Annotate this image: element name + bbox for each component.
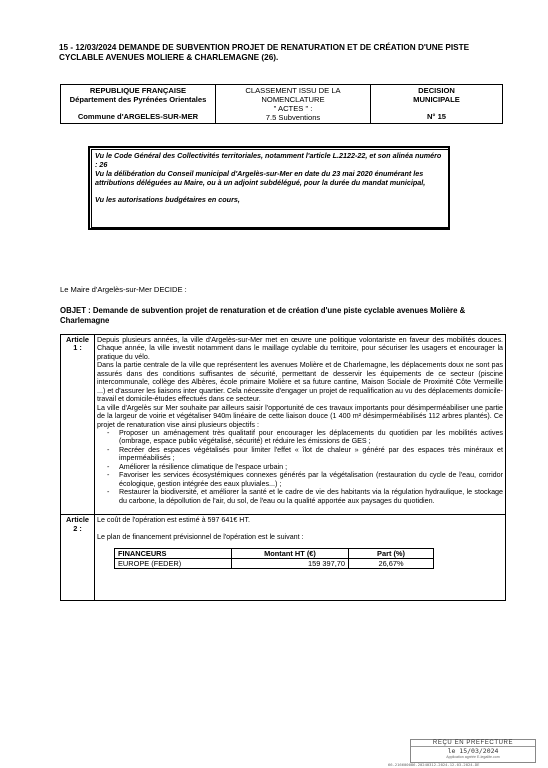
article-1-body: Depuis plusieurs années, la ville d'Argelès-sur-Mer met en œuvre une politique volontariste en faveur des mobilités douces. Chaque année, la ville investit notamment dans le maillage cyclable du territoire, pour sécuriser les usagers et encourager la pratique du vélo. Dans la partie centrale de la ville que représentent les avenues Molière et de Charlemagne, les déplacements doux ne sont pas assurés dans des conditions suffisantes de sécurité, permettant de desservir les équipements de ce secteur (piscine intercommunale, collège des Albères, école primaire Molière et sa future cantine, Maison Sociale de Proximité Côte Vermeille ...) et d'assurer les liaisons inter quartier. Cela nécessite d'engager un projet de requalification au vu des déplacements domicile-travail et domicile-études effectués dans ce secteur. La ville d'Argelès sur Mer souhaite par ailleurs saisir l'opportunité de ces travaux importants pour désimperméabiliser une partie de la largeur de voirie et végétaliser 940m linéaire de cette liaison douce (1 400 m² désimperméabilisés 112 arbres plantés). Ce projet de renaturation vise ainsi plusieurs objectifs : - Proposer un aménagement très qualitatif pour encourager les déplacements du quotidien par les mobilités actives (ombrage, espace public végétalisé, sécurité) et réduire les émissions de GES ; - Recréer des espaces végétalisés pour limiter l'effet « îlot de chaleur » généré par des espaces très minéraux et imperméabilisés ; - Améliorer la résilience climatique de l'espace urbain ; - Favoriser les services écosystémiques connexes générés par la végétalisation (restauration du cycle de l'eau, corridor écologique, gestion intégrée des eaux pluviales...) ; - Restaurer la biodiversité, et améliorer la santé et le cadre de vie des habitants via la régulation hydraulique, le stockage du carbone, la dépollution de l'air, du sol, de l'eau ou la qualité apportée aux paysages du quotidien. [95, 335, 506, 515]
maire-decide: Le Maire d'Argelès-sur-Mer DECIDE : [60, 285, 187, 294]
list-item: - Restaurer la biodiversité, et améliorer la santé et le cadre de vie des habitants via la régulation hydraulique, le stockage du carbone, la dépollution de l'air, du sol, de l'eau ou la qualité apportée aux paysages du quotidien. [119, 488, 503, 505]
list-item: - Améliorer la résilience climatique de l'espace urbain ; [119, 463, 503, 471]
document-title: 15 - 12/03/2024 DEMANDE DE SUBVENTION PROJET DE RENATURATION ET DE CRÉATION D'UNE PISTE CYCLABLE AVENUES MOLIERE & CHARLEMAGNE (26). [59, 43, 470, 62]
article-2-body: Le coût de l'opération est estimé à 597 641€ HT. Le plan de financement prévisionnel de l'opération est le suivant : FINANCEURS Montant HT (€) Part (%) EUROPE (FEDER) 159 397,70 26,67% [95, 515, 506, 601]
objet-heading: OBJET : Demande de subvention projet de renaturation et de création d'une piste cyclable avenues Molière & Charlemagne [60, 306, 466, 325]
article-2-label: Article 2 : [61, 515, 95, 601]
objectives-list [97, 429, 503, 505]
header-republique: REPUBLIQUE FRANÇAISE Département des Pyrénées Orientales Commune d'ARGELES-SUR-MER [61, 85, 216, 124]
visa-budget: Vu les autorisations budgétaires en cours, [95, 194, 240, 204]
article-2-row [61, 515, 506, 601]
prefecture-stamp: REÇU EN PREFECTURE le 15/03/2024 Application agréée E-legalite.com [410, 739, 536, 763]
table-row: EUROPE (FEDER) 159 397,70 26,67% [115, 558, 434, 568]
stamp-id: 66-216600086-20240312-2024-12-03-2024-DE [388, 762, 480, 767]
table-header-row: FINANCEURS Montant HT (€) Part (%) [115, 548, 434, 558]
list-item: - Proposer un aménagement très qualitatif pour encourager les déplacements du quotidien par les mobilités actives (ombrage, espace public végétalisé, sécurité) et réduire les émissions de GES ; [119, 429, 503, 446]
article-1-label: Article 1 : [61, 335, 95, 515]
list-item: - Recréer des espaces végétalisés pour limiter l'effet « îlot de chaleur » généré par des espaces très minéraux et imperméabilisés ; [119, 446, 503, 463]
visa-box [91, 149, 449, 228]
header-classement: CLASSEMENT ISSU DE LA NOMENCLATURE " ACTES " : 7.5 Subventions [216, 85, 371, 124]
header-decision: DECISION MUNICIPALE N° 15 [371, 85, 503, 124]
financing-table [114, 548, 434, 569]
visa-deliberation: Vu la délibération du Conseil municipal d'Argelès-sur-Mer en date du 23 mai 2020 énumérant les attributions déléguées au Maire, ou à un adjoint subdélégué, pour la durée du mandat municipal, [95, 168, 426, 187]
header-table [60, 84, 503, 124]
articles-table [60, 334, 506, 601]
visa-cgct: Vu le Code Général des Collectivités territoriales, notamment l'article L.2122-22, et son alinéa numéro : 26 [95, 151, 442, 169]
article-1-row [61, 335, 506, 515]
list-item: - Favoriser les services écosystémiques connexes générés par la végétalisation (restauration du cycle de l'eau, corridor écologique, gestion intégrée des eaux pluviales...) ; [119, 471, 503, 488]
